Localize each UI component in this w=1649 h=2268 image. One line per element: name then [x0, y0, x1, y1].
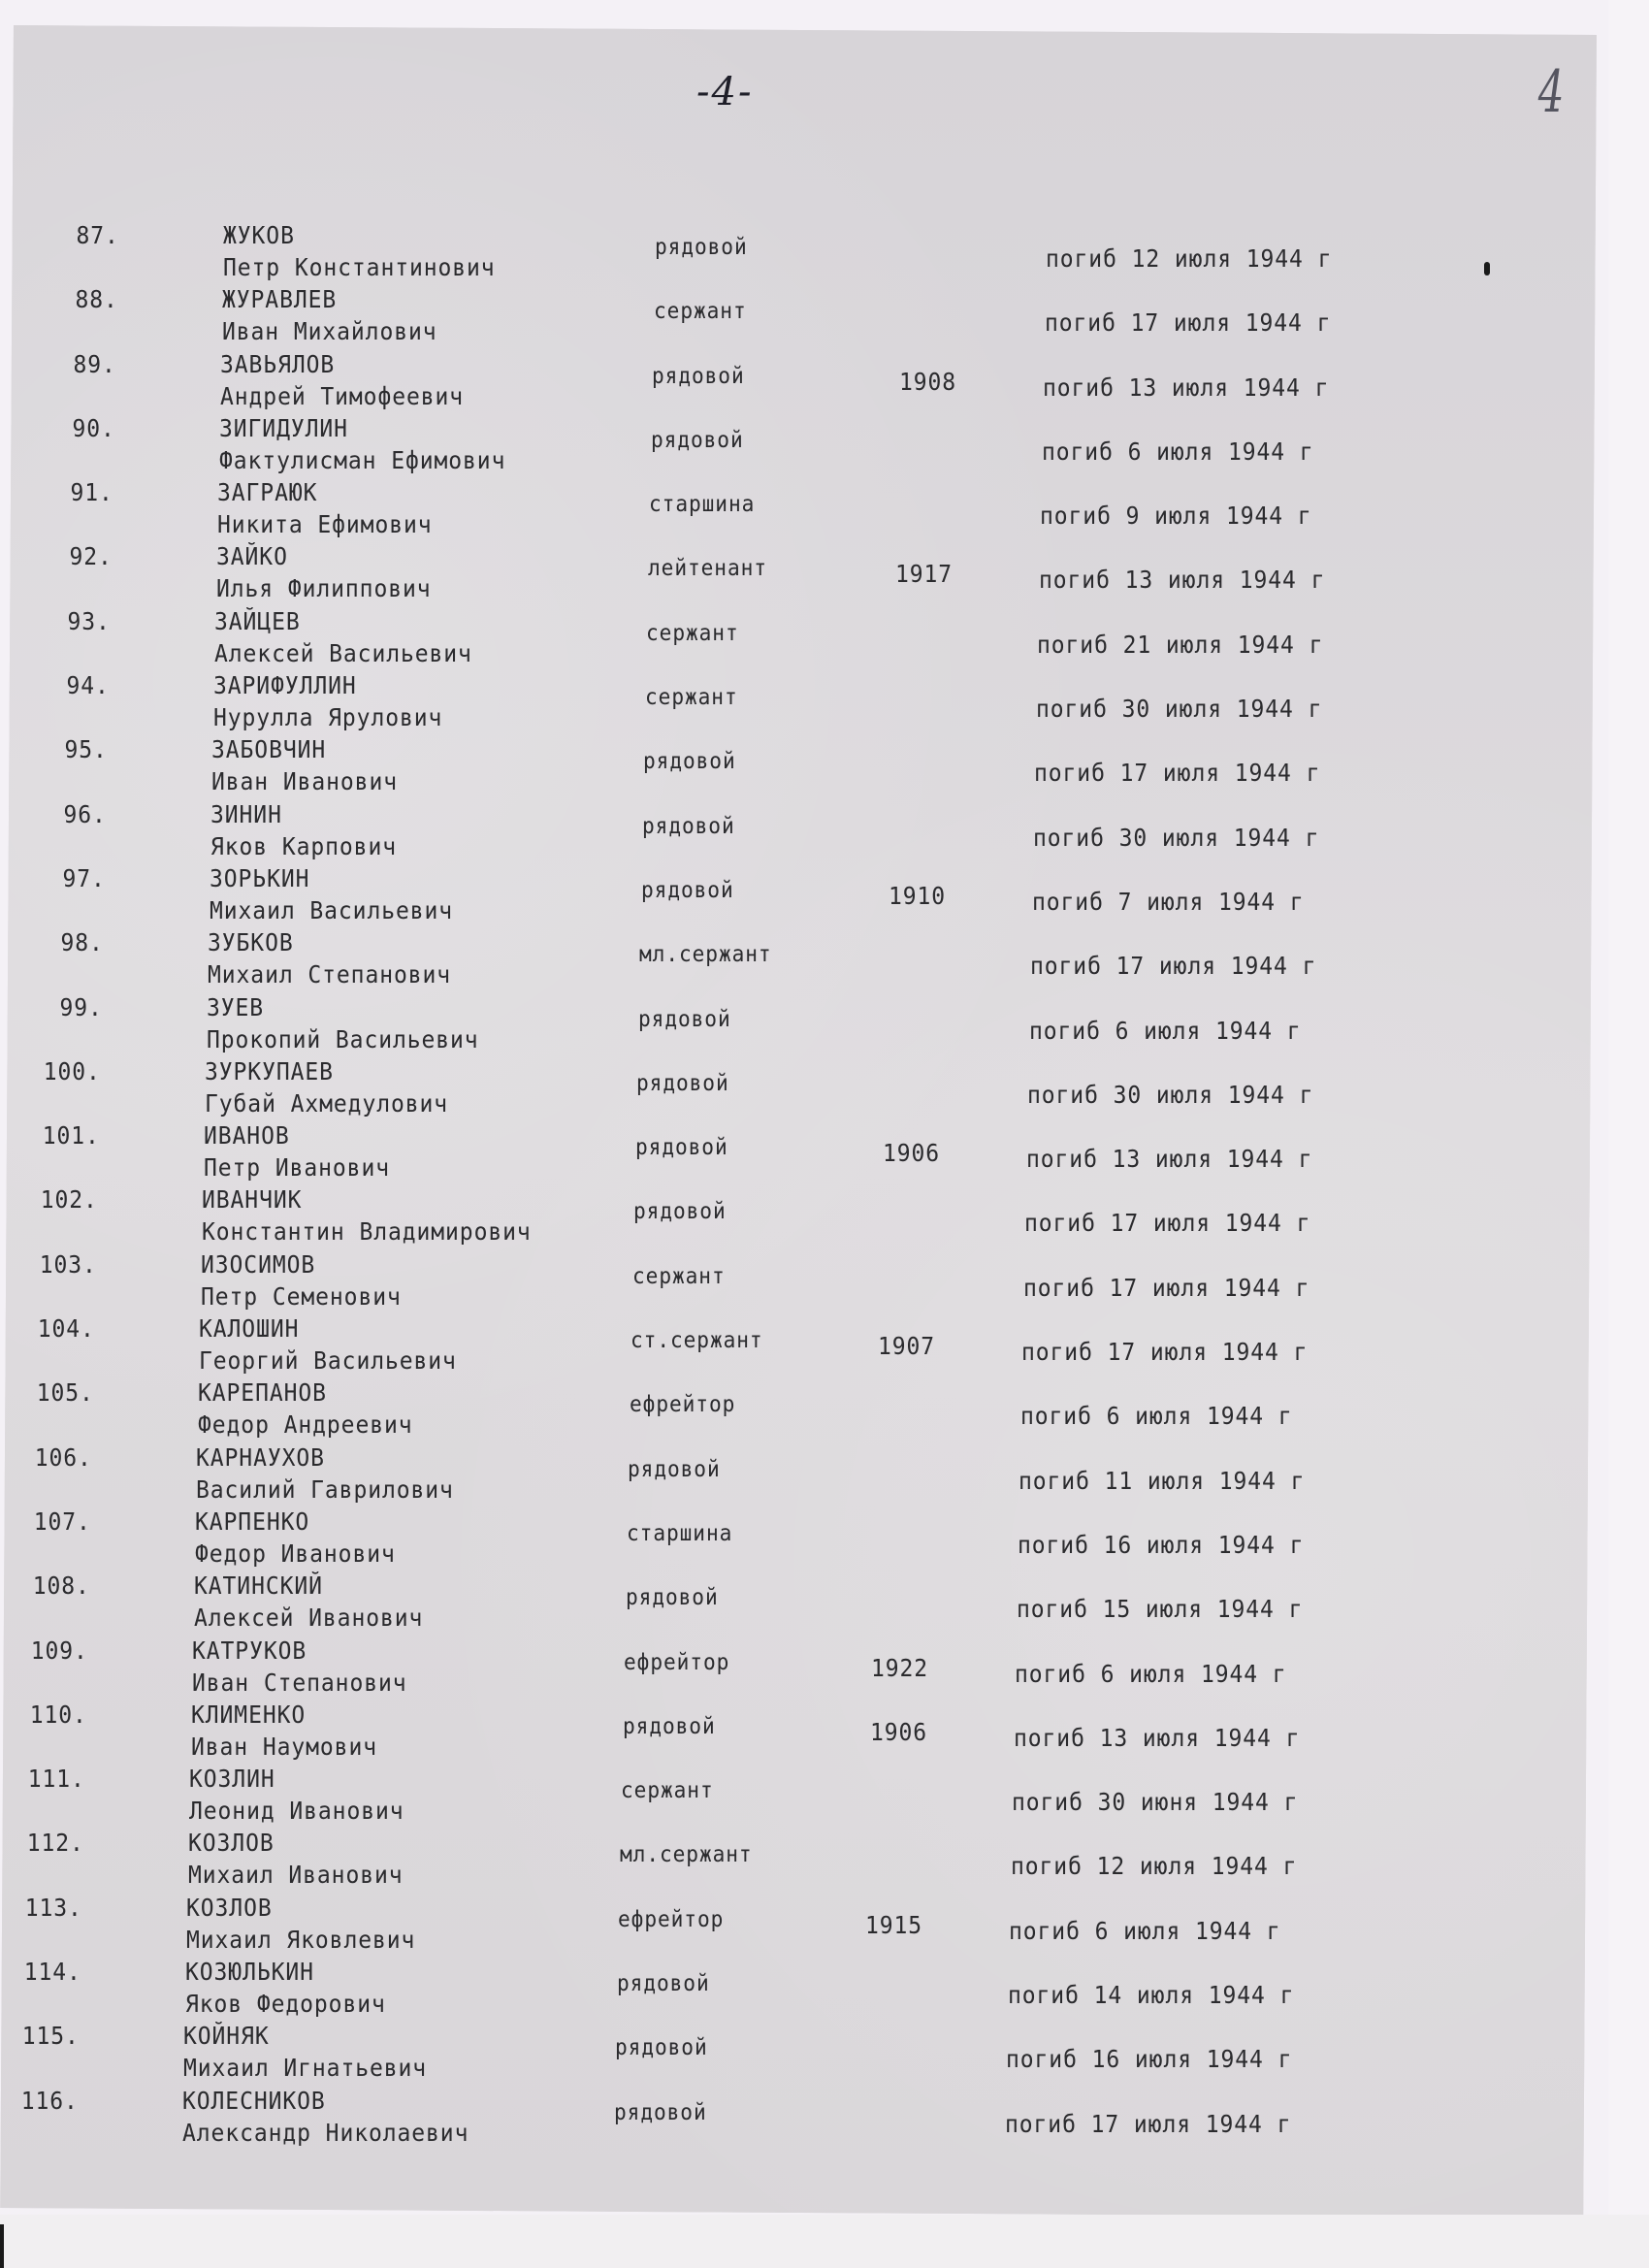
- entry-given-names: Михаил Игнатьевич: [183, 2054, 428, 2083]
- entry-rank: рядовой: [641, 813, 735, 839]
- entry-given-names: Иван Степанович: [192, 1668, 407, 1697]
- list-entry: [0, 478, 1552, 542]
- entry-rank: ефрейтор: [624, 1649, 730, 1675]
- entry-given-names: Петр Константинович: [223, 253, 496, 281]
- entry-rank: рядовой: [636, 1070, 729, 1096]
- list-entry: [0, 1636, 1552, 1701]
- entry-rank: ефрейтор: [618, 1906, 725, 1932]
- entry-given-names: Василий Гаврилович: [196, 1474, 455, 1504]
- entry-given-names: Нурулла Ярулович: [212, 703, 443, 732]
- entry-death-date: погиб 16 июля 1944 г: [1018, 1530, 1305, 1559]
- entry-given-names: Яков Карпович: [210, 831, 397, 860]
- entry-rank: рядовой: [634, 1135, 728, 1161]
- sheet-number: 4: [1537, 58, 1565, 126]
- list-entry: [0, 928, 1552, 992]
- entry-surname: ИЗОСИМОВ: [200, 1249, 315, 1279]
- entry-birth-year: 1915: [865, 1910, 923, 1939]
- entry-death-date: погиб 11 июля 1944 г: [1018, 1466, 1306, 1495]
- entry-surname: КЛИМЕНКО: [190, 1700, 306, 1729]
- entry-death-date: погиб 14 июля 1944 г: [1007, 1981, 1295, 2010]
- entry-rank: рядовой: [652, 363, 745, 389]
- entry-rank: ст.сержант: [630, 1328, 763, 1354]
- entry-number: 105.: [36, 1378, 94, 1408]
- entry-surname: ИВАНЧИК: [202, 1185, 303, 1215]
- entry-death-date: погиб 30 июля 1944 г: [1032, 823, 1320, 852]
- list-entry: [0, 1057, 1552, 1121]
- entry-death-date: погиб 17 июля 1944 г: [1021, 1338, 1309, 1367]
- entry-rank: рядовой: [655, 235, 748, 260]
- entry-rank: рядовой: [613, 2099, 707, 2125]
- entry-given-names: Яков Федорович: [184, 1990, 386, 2019]
- list-entry: [0, 1121, 1552, 1185]
- page-number: -4-: [696, 70, 754, 114]
- entry-death-date: погиб 6 июля 1944 г: [1028, 1016, 1302, 1045]
- entry-rank: сержант: [621, 1778, 714, 1804]
- list-entry: [0, 1829, 1552, 1893]
- entry-number: 96.: [63, 799, 107, 828]
- entry-rank: ефрейтор: [629, 1392, 736, 1418]
- entry-given-names: Александр Николаевич: [181, 2118, 469, 2147]
- entry-death-date: погиб 13 июля 1944 г: [1025, 1145, 1313, 1174]
- entry-number: 90.: [72, 413, 115, 442]
- entry-given-names: Иван Наумович: [190, 1732, 377, 1761]
- entry-surname: КОЙНЯК: [183, 2022, 270, 2051]
- entry-surname: КОЗЛОВ: [186, 1893, 273, 1922]
- entry-rank: мл.сержант: [619, 1842, 753, 1868]
- entry-rank: рядовой: [637, 1006, 731, 1032]
- entry-birth-year: 1908: [899, 367, 957, 396]
- entry-birth-year: 1917: [894, 560, 953, 589]
- list-entry: [0, 2022, 1552, 2086]
- list-entry: [0, 1571, 1552, 1636]
- entry-surname: ЗАЙКО: [215, 542, 288, 571]
- entry-death-date: погиб 12 июля 1944 г: [1046, 244, 1333, 273]
- entry-given-names: Михаил Иванович: [187, 1861, 404, 1890]
- entry-surname: ЗАВЬЯЛОВ: [220, 349, 336, 378]
- entry-surname: ЗАРИФУЛЛИН: [212, 671, 357, 700]
- casualty-list: [0, 221, 1552, 2151]
- entry-surname: КАРНАУХОВ: [196, 1442, 326, 1472]
- entry-surname: ЗИНИН: [210, 799, 282, 828]
- entry-given-names: Петр Семенович: [200, 1281, 402, 1311]
- entry-rank: сержант: [646, 620, 739, 646]
- entry-given-names: Губай Ахмедулович: [205, 1088, 449, 1118]
- entry-given-names: Иван Михайлович: [221, 317, 437, 346]
- entry-number: 108.: [32, 1571, 90, 1601]
- entry-given-names: Петр Иванович: [203, 1153, 390, 1183]
- entry-rank: рядовой: [622, 1713, 716, 1739]
- list-entry: [0, 542, 1552, 606]
- list-entry: [0, 285, 1552, 349]
- entry-surname: КОЗЮЛЬКИН: [184, 1958, 314, 1987]
- entry-death-date: погиб 30 июня 1944 г: [1012, 1788, 1299, 1817]
- list-entry: [0, 221, 1552, 285]
- entry-number: 106.: [35, 1442, 93, 1472]
- entry-death-date: погиб 30 июля 1944 г: [1027, 1080, 1314, 1109]
- entry-number: 110.: [29, 1700, 87, 1729]
- entry-number: 97.: [61, 863, 106, 892]
- entry-number: 103.: [39, 1249, 97, 1279]
- entry-surname: КАЛОШИН: [199, 1314, 300, 1344]
- entry-number: 89.: [73, 349, 116, 378]
- entry-rank: сержант: [653, 299, 747, 325]
- entry-birth-year: 1906: [882, 1139, 940, 1168]
- list-entry: [0, 1894, 1552, 1958]
- entry-death-date: погиб 13 июля 1944 г: [1038, 566, 1326, 595]
- entry-rank: рядовой: [640, 877, 734, 903]
- list-entry: [0, 1765, 1552, 1829]
- entry-number: 91.: [70, 478, 113, 507]
- entry-number: 107.: [33, 1507, 91, 1536]
- entry-surname: ЗУРКУПАЕВ: [205, 1056, 335, 1085]
- entry-death-date: погиб 6 июля 1944 г: [1009, 1916, 1281, 1945]
- entry-death-date: погиб 12 июля 1944 г: [1010, 1852, 1298, 1881]
- entry-rank: рядовой: [633, 1199, 727, 1225]
- entry-birth-year: 1910: [888, 881, 946, 910]
- entry-surname: ЗАГРАЮК: [217, 478, 318, 507]
- entry-number: 98.: [60, 928, 104, 957]
- list-entry: [0, 671, 1552, 735]
- entry-surname: ЗИГИДУЛИН: [218, 413, 348, 442]
- entry-number: 88.: [75, 285, 118, 314]
- entry-birth-year: 1922: [871, 1653, 929, 1682]
- entry-number: 114.: [23, 1958, 81, 1987]
- list-entry: [0, 350, 1552, 414]
- entry-given-names: Федор Андреевич: [197, 1410, 413, 1440]
- entry-number: 111.: [27, 1765, 85, 1794]
- entry-given-names: Андрей Тимофеевич: [220, 381, 465, 410]
- list-entry: [0, 1443, 1552, 1507]
- entry-surname: КОЛЕСНИКОВ: [181, 2086, 326, 2115]
- list-entry: [0, 993, 1552, 1057]
- entry-number: 95.: [64, 735, 109, 764]
- entry-surname: ЖУРАВЛЕВ: [221, 285, 337, 314]
- entry-death-date: погиб 6 июля 1944 г: [1041, 437, 1314, 466]
- entry-given-names: Никита Ефимович: [217, 510, 433, 539]
- entry-death-date: погиб 30 июля 1944 г: [1035, 695, 1323, 724]
- entry-given-names: Алексей Васильевич: [214, 638, 473, 667]
- entry-rank: рядовой: [616, 1971, 710, 1997]
- entry-number: 92.: [69, 542, 113, 571]
- entry-number: 93.: [67, 606, 112, 635]
- list-entry: [0, 1507, 1552, 1571]
- entry-surname: ЗОРЬКИН: [209, 863, 309, 892]
- list-entry: [0, 864, 1552, 928]
- list-entry: [0, 800, 1552, 864]
- list-entry: [0, 1701, 1552, 1765]
- entry-number: 116.: [20, 2086, 79, 2115]
- entry-surname: ЗУБКОВ: [208, 928, 294, 957]
- entry-number: 99.: [59, 992, 103, 1021]
- entry-number: 113.: [25, 1893, 83, 1922]
- page-margin-right: [1608, 0, 1649, 2268]
- list-entry: [0, 1250, 1552, 1314]
- entry-death-date: погиб 7 июля 1944 г: [1031, 887, 1305, 916]
- entry-number: 109.: [30, 1636, 88, 1665]
- entry-rank: рядовой: [625, 1585, 719, 1611]
- entry-surname: ЖУКОВ: [223, 221, 295, 249]
- entry-number: 112.: [26, 1829, 84, 1858]
- entry-death-date: погиб 17 июля 1944 г: [1022, 1273, 1310, 1302]
- entry-death-date: погиб 9 июля 1944 г: [1040, 502, 1312, 531]
- entry-number: 101.: [42, 1121, 100, 1150]
- entry-rank: рядовой: [615, 2035, 709, 2061]
- entry-given-names: Федор Иванович: [195, 1539, 396, 1568]
- entry-rank: старшина: [649, 492, 756, 518]
- entry-birth-year: 1907: [878, 1332, 936, 1361]
- entry-rank: сержант: [644, 685, 738, 711]
- list-entry: [0, 1958, 1552, 2022]
- entry-number: 104.: [38, 1314, 96, 1344]
- entry-surname: КАТИНСКИЙ: [193, 1571, 323, 1601]
- list-entry: [0, 1378, 1552, 1442]
- entry-surname: КАТРУКОВ: [192, 1636, 307, 1665]
- entry-given-names: Леонид Иванович: [189, 1797, 404, 1826]
- entry-number: 100.: [43, 1056, 101, 1085]
- entry-surname: ЗАБОВЧИН: [211, 735, 327, 764]
- list-entry: [0, 1314, 1552, 1378]
- entry-given-names: Михаил Степанович: [208, 960, 452, 989]
- entry-surname: ИВАНОВ: [203, 1121, 290, 1150]
- entry-death-date: погиб 17 июля 1944 г: [1044, 308, 1331, 338]
- entry-rank: рядовой: [643, 749, 737, 775]
- entry-rank: рядовой: [628, 1456, 722, 1482]
- list-entry: [0, 735, 1552, 799]
- entry-death-date: погиб 15 июля 1944 г: [1016, 1595, 1303, 1624]
- entry-number: 102.: [40, 1185, 99, 1215]
- entry-given-names: Иван Иванович: [211, 767, 399, 796]
- entry-surname: ЗАЙЦЕВ: [214, 606, 301, 635]
- entry-rank: лейтенант: [647, 556, 767, 582]
- entry-death-date: погиб 16 июля 1944 г: [1006, 2045, 1293, 2074]
- entry-death-date: погиб 17 июля 1944 г: [1030, 952, 1317, 981]
- entry-rank: старшина: [627, 1520, 733, 1546]
- entry-death-date: погиб 6 июля 1944 г: [1019, 1402, 1293, 1431]
- entry-given-names: Алексей Иванович: [193, 1604, 423, 1633]
- entry-number: 87.: [76, 221, 119, 249]
- entry-given-names: Константин Владимирович: [202, 1217, 532, 1247]
- entry-surname: КАРПЕНКО: [195, 1507, 310, 1536]
- entry-given-names: Прокопий Васильевич: [206, 1024, 479, 1053]
- list-entry: [0, 414, 1552, 478]
- entry-surname: КАРЕПАНОВ: [197, 1378, 327, 1408]
- entry-death-date: погиб 17 июля 1944 г: [1034, 759, 1321, 788]
- entry-given-names: Фактулисман Ефимович: [218, 445, 505, 474]
- entry-number: 115.: [22, 2022, 81, 2051]
- entry-rank: рядовой: [650, 427, 744, 453]
- scan-mark: [0, 2224, 4, 2268]
- entry-birth-year: 1906: [869, 1717, 927, 1746]
- entry-surname: КОЗЛОВ: [187, 1829, 275, 1858]
- entry-death-date: погиб 17 июля 1944 г: [1024, 1209, 1311, 1238]
- entry-death-date: погиб 13 июля 1944 г: [1013, 1723, 1300, 1752]
- list-entry: [0, 1185, 1552, 1249]
- entry-death-date: погиб 13 июля 1944 г: [1043, 373, 1330, 402]
- entry-given-names: Михаил Васильевич: [209, 895, 453, 924]
- page-margin-bottom: [0, 2215, 1649, 2268]
- entry-given-names: Михаил Яковлевич: [186, 1925, 416, 1954]
- entry-surname: КОЗЛИН: [189, 1765, 275, 1794]
- list-entry: [0, 607, 1552, 671]
- list-entry: [0, 2087, 1552, 2151]
- entry-given-names: Илья Филиппович: [215, 574, 432, 603]
- entry-death-date: погиб 6 июля 1944 г: [1015, 1659, 1287, 1688]
- entry-rank: сержант: [631, 1263, 726, 1289]
- entry-number: 94.: [66, 671, 110, 700]
- entry-surname: ЗУЕВ: [206, 992, 264, 1021]
- entry-rank: мл.сержант: [639, 942, 772, 968]
- entry-death-date: погиб 21 июля 1944 г: [1037, 630, 1324, 659]
- entry-death-date: погиб 17 июля 1944 г: [1004, 2109, 1292, 2138]
- entry-given-names: Георгий Васильевич: [199, 1346, 458, 1376]
